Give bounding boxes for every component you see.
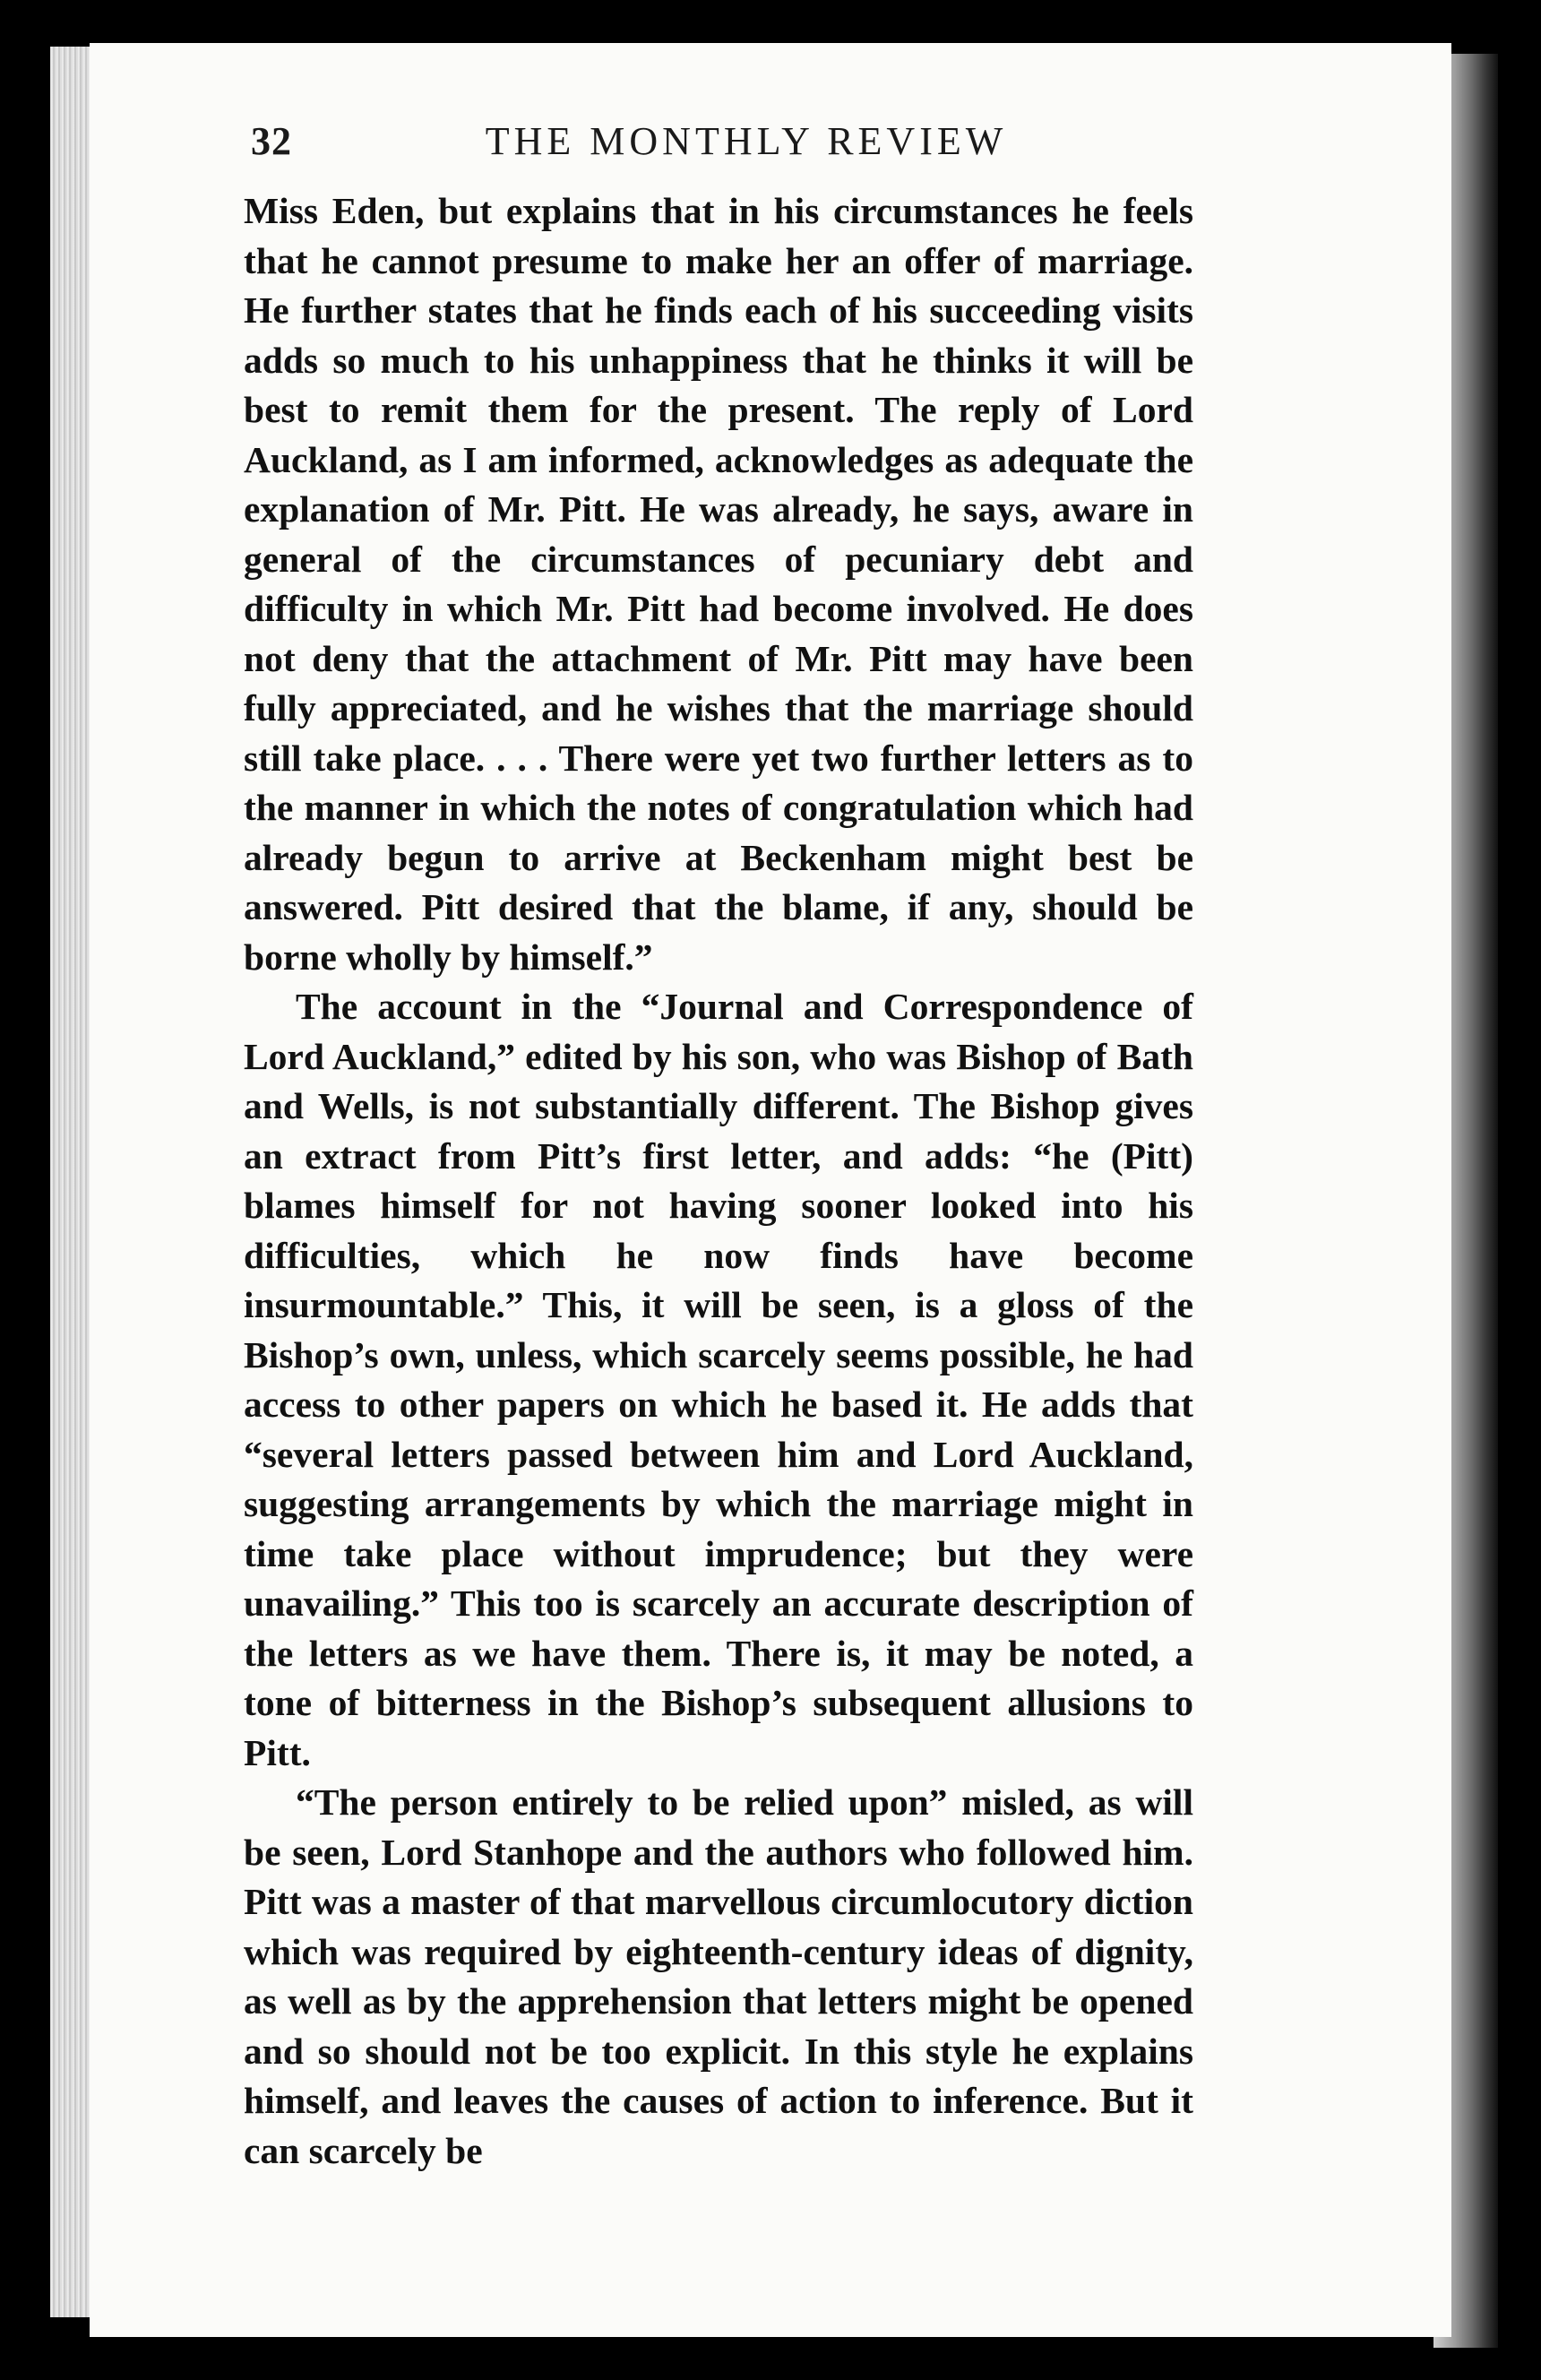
journal-title: THE MONTHLY REVIEW: [485, 119, 1008, 163]
paragraph-3: “The person entirely to be relied upon” misled, as will be seen, Lord Stanhope and the authors who followed him. Pitt was a master of that marvellous circumlocutory diction which was required by eighteenth-century ideas of dignity, as well as by the apprehension that letters might be opened and so should not be too explicit. In this style he explains himself, and leaves the causes of action to inference. But it can scarcely be: [244, 1781, 1193, 2171]
paragraph-2: The account in the “Journal and Correspondence of Lord Auckland,” edited by his son, who was Bishop of Bath and Wells, is not substantially different. The Bishop gives an extract from Pitt’s first letter, and adds: “he (Pitt) blames himself for not having sooner looked into his difficulties, which he now finds have become insurmountable.” This, it will be seen, is a gloss of the Bishop’s own, unless, which scarcely seems possible, he had access to other papers on which he based it. He adds that “several letters passed between him and Lord Auckland, suggesting arrangements by which the marriage might in time take place without imprudence; but they were unavailing.” This too is scarcely an accurate description of the letters as we have them. There is, it may be noted, a tone of bitterness in the Bishop’s subsequent allusions to Pitt.: [244, 986, 1193, 1773]
page-number: 32: [251, 119, 292, 163]
body-text: [244, 186, 1193, 2176]
running-head: [251, 118, 1188, 181]
paragraph-1: Miss Eden, but explains that in his circumstances he feels that he cannot presume to make her an offer of marriage. He further states that he finds each of his succeeding visits adds so much to his unhappiness that he thinks it will be best to remit them for the present. The reply of Lord Auckland, as I am informed, acknowledges as adequate the explanation of Mr. Pitt. He was already, he says, aware in general of the circumstances of pecuniary debt and difficulty in which Mr. Pitt had become involved. He does not deny that the attachment of Mr. Pitt may have been fully appreciated, and he wishes that the marriage should still take place. . . . There were yet two further letters as to the manner in which the notes of congratulation which had already begun to arrive at Beckenham might best be answered. Pitt desired that the blame, if any, should be borne wholly by himself.”: [244, 190, 1193, 978]
